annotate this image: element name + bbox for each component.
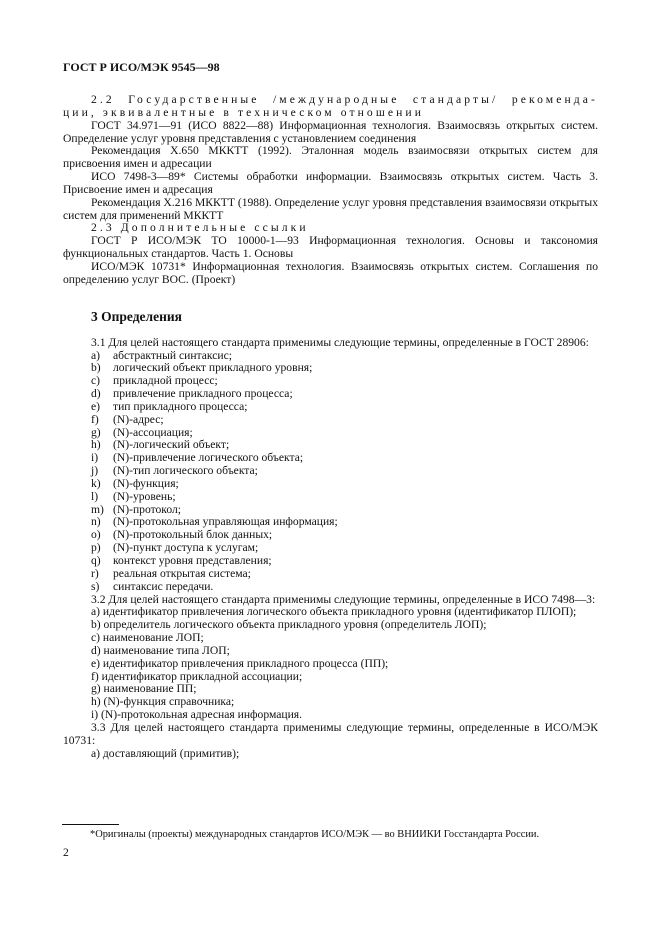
list-item: f) (N)-адрес; [91, 412, 164, 426]
list-item: h) (N)-логический объект; [91, 438, 230, 452]
list-item: d) наименование типа ЛОП; [91, 643, 230, 657]
list-item: q) контекст уровня представления; [91, 554, 272, 567]
section-2-2-heading-line2: ции, эквивалентные в техническом отношении [63, 105, 425, 119]
list-item: i) (N)-привлечение логического объекта; [91, 451, 304, 465]
list-item: h) (N)-функция справочника; [91, 695, 235, 709]
document-body [63, 94, 598, 761]
section-2-2-heading-cont [63, 107, 598, 120]
list-item: b) определитель логического объекта прикладного уровня (определитель ЛОП); [91, 618, 487, 632]
section-3-title: 3 Определения [91, 308, 182, 324]
clause-3-3-intro: 3.3 Для целей настоящего стандарта применимы следующие термины, определенные в ИСО/МЭК 10731: [63, 720, 598, 747]
list-item: g) (N)-ассоциация; [91, 425, 193, 439]
clause-3-1-term-list [63, 350, 598, 594]
list-item: c) наименование ЛОП; [91, 631, 204, 645]
reference-item: ГОСТ 34.971—91 (ИСО 8822—88) Информационная технология. Взаимосвязь открытых систем. Определение услуг уровня представления с установлением соединения [63, 118, 598, 145]
reference-item: ГОСТ Р ИСО/МЭК ТО 10000-1—93 Информационная технология. Основы и таксономия функциональных стандартов. Часть 1. Основы [63, 234, 598, 261]
list-item: e) тип прикладного процесса; [91, 399, 248, 413]
list-item: a) доставляющий (примитив); [91, 746, 240, 760]
clause-3-2-intro: 3.2 Для целей настоящего стандарта применимы следующие термины, определенные в ИСО 7498—3: [91, 592, 596, 606]
list-item: d) привлечение прикладного процесса; [91, 387, 293, 401]
list-item: l) (N)-уровень; [91, 489, 176, 503]
page-number: 2 [63, 846, 69, 859]
list-item: i) (N)-протокольная адресная информация. [91, 708, 303, 722]
list-item: a) идентификатор привлечения логического объекта прикладного уровня (идентификатор ПЛОП); [91, 605, 577, 619]
list-item: p) (N)-пункт доступа к услугам; [91, 541, 259, 555]
list-item: c) прикладной процесс; [91, 374, 218, 388]
section-2-3-heading: 2.3 Дополнительные ссылки [91, 221, 309, 235]
page-header-title: ГОСТ Р ИСО/МЭК 9545—98 [63, 60, 220, 74]
list-item: g) наименование ПП; [91, 682, 197, 696]
list-item: k) (N)-функция; [91, 476, 179, 490]
reference-item: ИСО/МЭК 10731* Информационная технология. Взаимосвязь открытых систем. Соглашения по определению услуг ВОС. (Проект) [63, 259, 598, 286]
list-item: m) (N)-протокол; [91, 502, 182, 516]
clause-3-1-intro: 3.1 Для целей настоящего стандарта применимы следующие термины, определенные в ГОСТ 28906: [91, 335, 589, 349]
list-item: r) реальная открытая система; [91, 566, 251, 580]
list-item: j) (N)-тип логического объекта; [91, 464, 258, 478]
list-item: a) абстрактный синтаксис; [91, 348, 232, 362]
list-item: b) логический объект прикладного уровня; [91, 361, 313, 375]
reference-item: Рекомендация Х.216 МККТТ (1988). Определение услуг уровня представления взаимосвязи открытых систем для применений МККТТ [63, 195, 598, 222]
section-2-2-heading-line1: 2.2 Государственные /международные стандарты/ рекоменда- [91, 93, 598, 106]
list-item: s) синтаксис передачи. [91, 579, 214, 593]
list-item: e) идентификатор привлечения прикладного процесса (ПП); [91, 656, 389, 670]
footnote: *Оригиналы (проекты) международных стандартов ИСО/МЭК — во ВНИИКИ Госстандарта России. [90, 829, 540, 840]
footnote-divider [62, 824, 119, 825]
reference-item: ИСО 7498-3—89* Системы обработки информации. Взаимосвязь открытых систем. Часть 3. Присвоение имен и адресация [63, 170, 598, 196]
list-item: n) (N)-протокольная управляющая информация; [91, 515, 338, 529]
list-item: f) идентификатор прикладной ассоциации; [91, 669, 303, 683]
reference-item: Рекомендация Х.650 МККТТ (1992). Эталонная модель взаимосвязи открытых систем для присвоения имен и адресации [63, 144, 598, 171]
list-item: o) (N)-протокольный блок данных; [91, 528, 273, 542]
